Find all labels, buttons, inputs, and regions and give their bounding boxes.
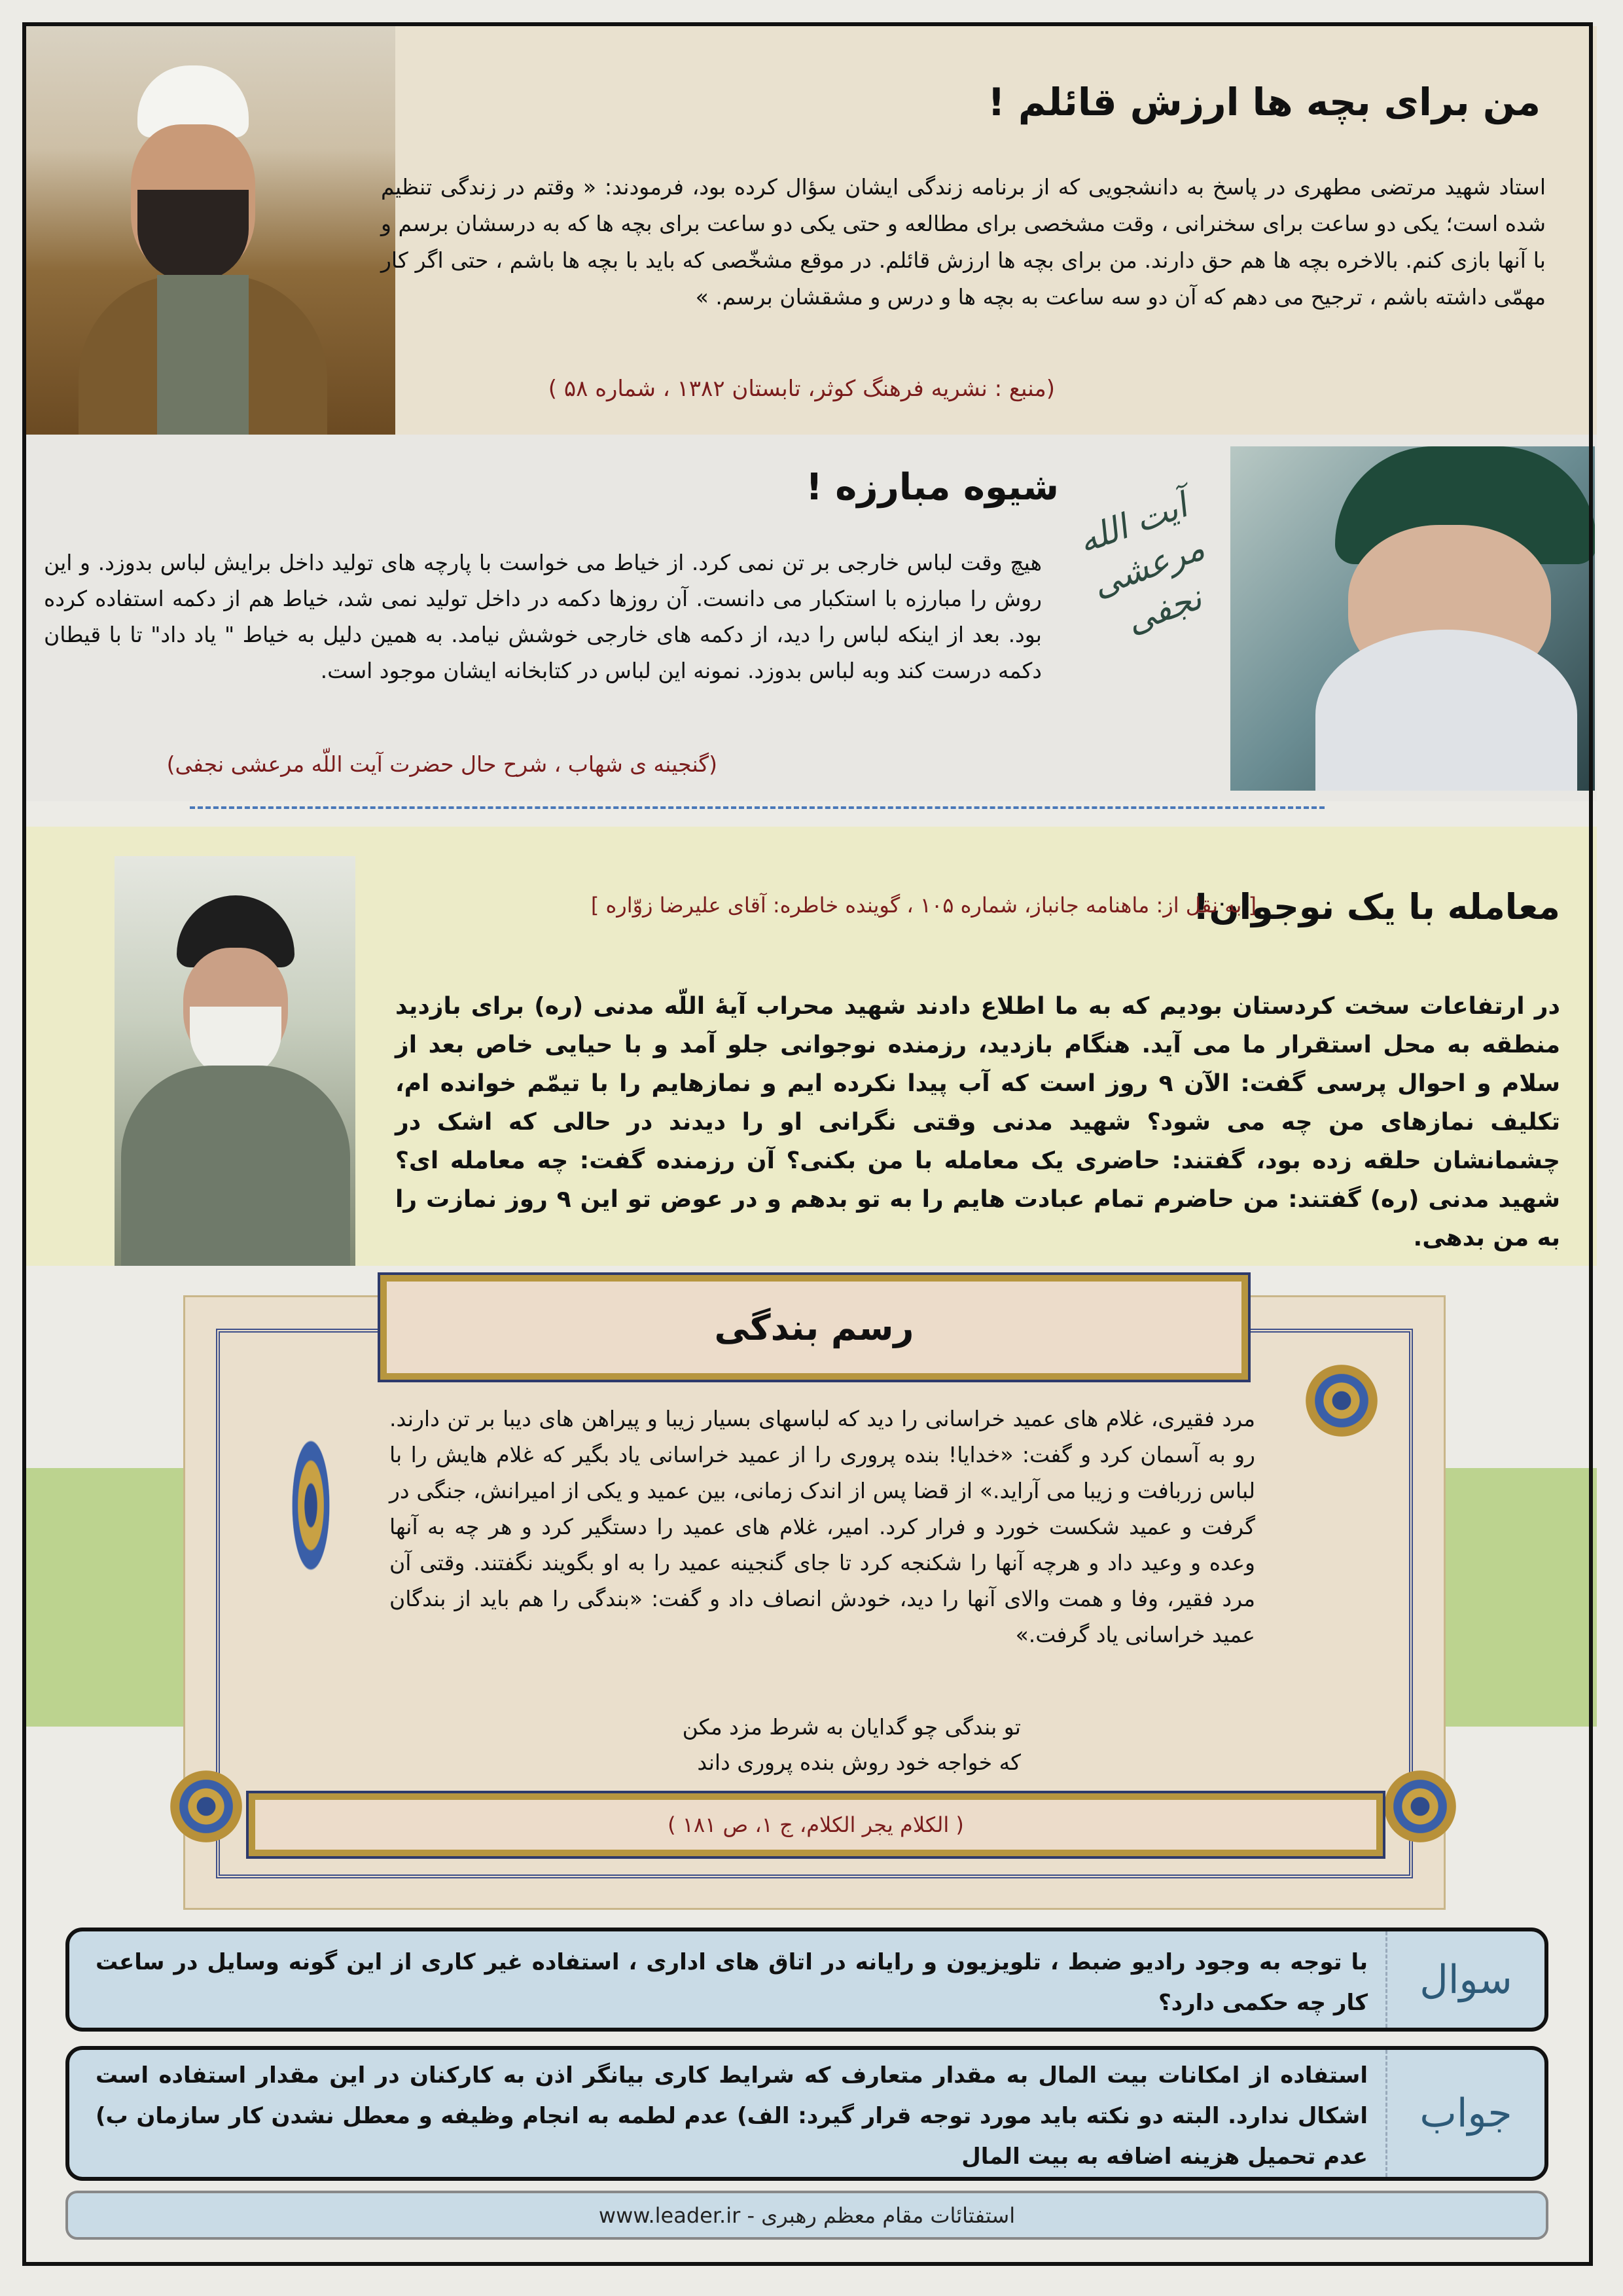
section3-citation: [ به نقل از: ماهنامه جانباز، شماره ۱۰۵ ، گوینده خاطره: آقای علیرضا زوّاره ]	[590, 893, 1257, 918]
question-label: سوال	[1385, 1931, 1544, 2028]
page-border	[22, 22, 1593, 2266]
section3-title: معامله با یک نوجوان!	[1192, 886, 1560, 927]
answer-text: استفاده از امکانات بیت المال به مقدار متعارف که شرایط کاری بیانگر اذن به کارکنان در این مقدار استفاده است اشکال ندارد. البته دو نکته باید مورد توجه قرار گیرد: الف) عدم لطمه به انجام وظیفه و معطل نشدن کار سازمان ب) عدم تحمیل هزینه اضافه به بیت المال	[96, 2062, 1368, 2170]
section4-title: رسم بندگی	[714, 1306, 914, 1348]
section2-title: شیوه مبارزه !	[806, 466, 1059, 509]
answer-label: جواب	[1385, 2050, 1544, 2177]
calligraphy-text: آیت الله مرعشی نجفی	[1073, 486, 1210, 641]
footer-text: استفتائات مقام معظم رهبری - www.leader.ir	[598, 2202, 1016, 2228]
question-text: با توجه به وجود رادیو ضبط ، تلویزیون و رایانه در اتاق های اداری ، استفاده غیر کاری از این گونه وسایل در ساعت کار چه حکمی دارد؟	[96, 1949, 1368, 2016]
section1-body: استاد شهید مرتضی مطهری در پاسخ به دانشجویی که از برنامه زندگی ایشان سؤال کرده بود، فرمودند: « وقتم در زندگی تنظیم شده است؛ یکی دو ساعت برای سخنرانی ، وقت مشخصی برای مطالعه و حتی یکی دو ساعت برای بچه ها که به درسشان برسم و با آنها بازی کنم. بالاخره بچه ها هم حق دارند. من برای بچه ها ارزش قائلم. در موقع مشخّصی که باید با بچه ها باشم ، حتی اگر کار مهمّی داشته باشم ، ترجیح می دهم که آن دو سه ساعت به بچه ها و درس و مشقشان برسم. »	[381, 174, 1546, 310]
poem-line: تو بندگی چو گدایان به شرط مزد مکن	[682, 1714, 1021, 1740]
section2-source: (گنجینه ی شهاب ، شرح حال حضرت آیت اللّه مرعشی نجفی)	[166, 751, 717, 777]
section2-body: هیچ وقت لباس خارجی بر تن نمی کرد. از خیاط می خواست با پارچه های تولید داخل برایش لباس بدوزد. و این روش را مبارزه با استکبار می دانست. آن روزها دکمه در داخل تولید نمی شد، خیاط هم از دکمه استفاده کرده بود. بعد از اینکه لباس را دید، از دکمه های خارجی خوشش نیامد. به همین دلیل به خیاط " یاد داد" تا با قیطان دکمه درست کند وبه لباس بدوزد. نمونه این لباس در کتابخانه ایشان موجود است.	[44, 550, 1042, 683]
section1-title: من برای بچه ها ارزش قائلم !	[988, 80, 1541, 124]
poem-line: که خواجه خود روش بنده پروری داند	[697, 1749, 1021, 1775]
section3-body: در ارتفاعات سخت کردستان بودیم که به ما اطلاع دادند شهید محراب آیهٔ اللّه مدنی (ره) برای بازدید منطقه به محل استقرار ما می آید. هنگام بازدید، رزمنده نوجوانی جلو آمد و با حیایی خاص بعد از سلام و احوال پرسی گفت: الآن ۹ روز است که آب پیدا نکرده ایم و نمازهایم را با تیمّم خوانده ام، تکلیف نمازهای من چه می شود؟ شهید مدنی وقتی نگرانی او را دیدند در حالی که اشک در چشمانشان حلقه زده بود، گفتند: حاضری یک معامله با من بکنی؟ آن رزمنده گفت: چه معامله ای؟ شهید مدنی (ره) گفتند: من حاضرم تمام عبادت هایم را به تو بدهم و در عوض تو این ۹ روز نمازت را به من بدهی.	[395, 993, 1560, 1251]
section4-body: مرد فقیری، غلام های عمید خراسانی را دید که لباسهای بسیار زیبا و پیراهن های دیبا بر تن دارند. رو به آسمان کرد و گفت: «خدایا! بنده پروری را از عمید خراسانی یاد بگیر که غلام هایش را با لباس زربافت و زیبا می آراید.» از قضا پس از اندک زمانی، بین عمید و یکی از امیرانش، جنگی در گرفت و عمید شکست خورد و فرار کرد. امیر، غلام های عمید را دستگیر کرد و هر چه به آنها وعده و وعید داد و هرچه آنها را شکنجه کرد تا جای گنجینه عمید را به او بگویند نگفتند. وقتی آن مرد فقیر، وفا و همت والای آنها را دید، خودش انصاف داد و گفت: «بندگی را هم باید از بندگان عمید خراسانی یاد گرفت.»	[389, 1406, 1255, 1647]
section1-source: (منبع : نشریه فرهنگ کوثر، تابستان ۱۳۸۲ ، شماره ۵۸ )	[548, 376, 1055, 402]
section4-source: ( الکلام یجر الکلام، ج ۱، ص ۱۸۱ )	[668, 1812, 964, 1837]
